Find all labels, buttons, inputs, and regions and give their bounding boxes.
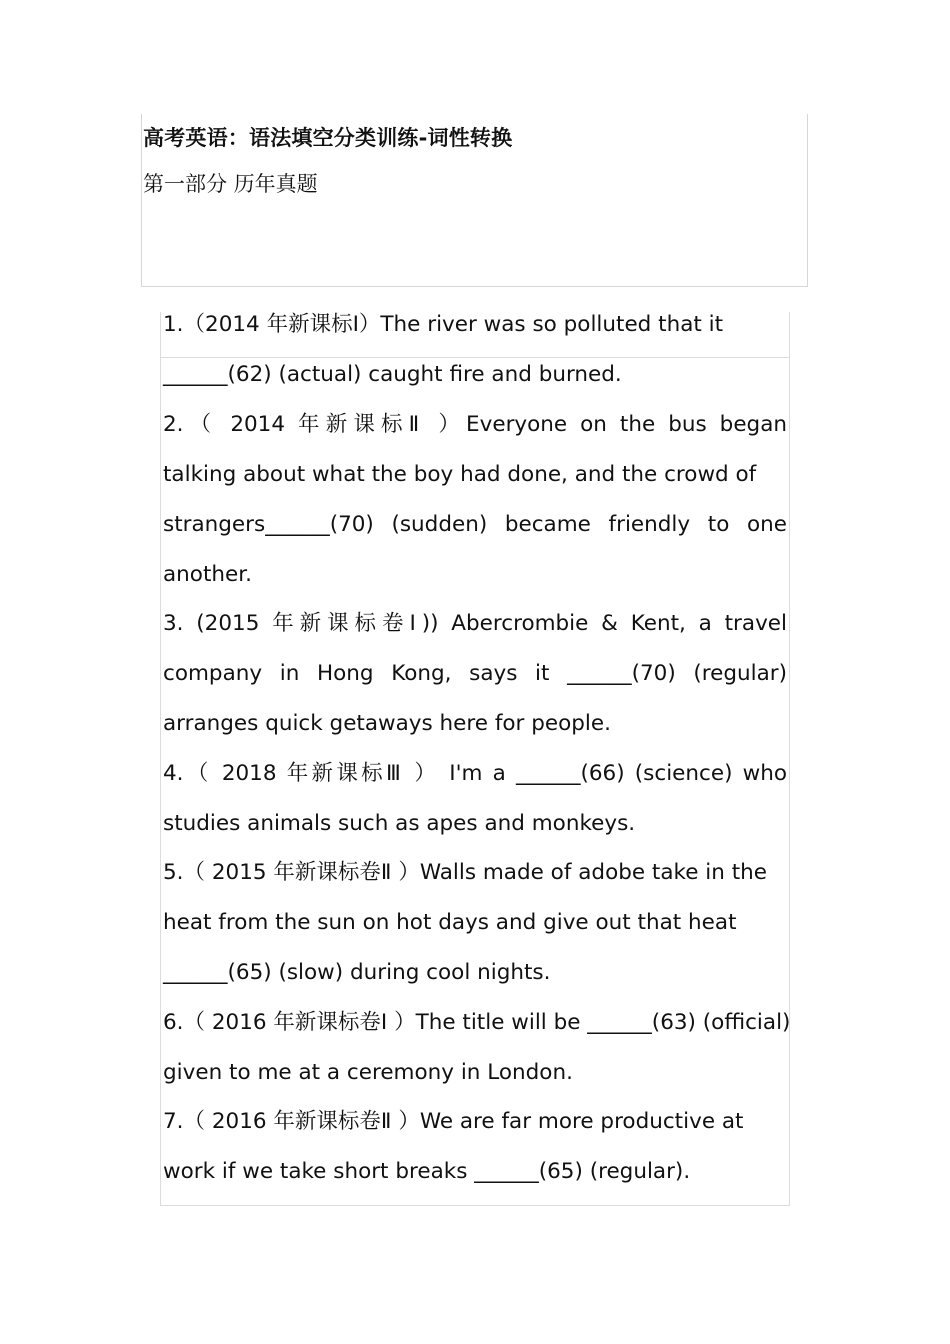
frame-top-short-line — [160, 357, 789, 358]
q5-line-3: ______(65) (slow) during cool nights. — [163, 960, 551, 985]
q2-line-3: strangers______(70) (sudden) became friendly to one — [163, 512, 787, 537]
q4-line-1: 4.（ 2018 年新课标Ⅲ ） I'm a ______(66) (science) who — [163, 761, 787, 786]
q1-line-1: 1.（2014 年新课标Ⅰ）The river was so polluted that it — [163, 312, 724, 337]
q3-line-2: company in Hong Kong, says it ______(70) (regular) — [163, 661, 787, 686]
section-subtitle: 第一部分 历年真题 — [143, 172, 318, 196]
q7-line-1: 7.（ 2016 年新课标卷Ⅱ ）We are far more productive at — [163, 1109, 744, 1134]
q5-line-1: 5.（ 2015 年新课标卷Ⅱ ）Walls made of adobe take in the — [163, 860, 767, 885]
q2-line-4: another. — [163, 562, 252, 587]
q3-line-3: arranges quick getaways here for people. — [163, 711, 611, 736]
q7-line-2: work if we take short breaks ______(65) (regular). — [163, 1159, 691, 1184]
frame-bottom-line — [160, 1205, 790, 1206]
page-title: 高考英语：语法填空分类训练-词性转换 — [143, 126, 513, 150]
q2-line-1: 2.（ 2014 年新课标Ⅱ ）Everyone on the bus began — [163, 412, 787, 437]
q5-line-2: heat from the sun on hot days and give out that heat — [163, 910, 737, 935]
q6-line-1: 6.（ 2016 年新课标卷Ⅰ ）The title will be ______(63) (official) — [163, 1010, 791, 1035]
q1-line-2: ______(62) (actual) caught fire and burned. — [163, 362, 622, 387]
frame-left-line — [160, 312, 161, 1206]
frame-right-line — [789, 312, 790, 1206]
q4-line-2: studies animals such as apes and monkeys. — [163, 811, 636, 836]
q6-line-2: given to me at a ceremony in London. — [163, 1060, 573, 1085]
q2-line-2: talking about what the boy had done, and the crowd of — [163, 462, 757, 487]
q3-line-1: 3. (2015 年新课标卷Ⅰ)) Abercrombie & Kent, a travel — [163, 611, 787, 636]
